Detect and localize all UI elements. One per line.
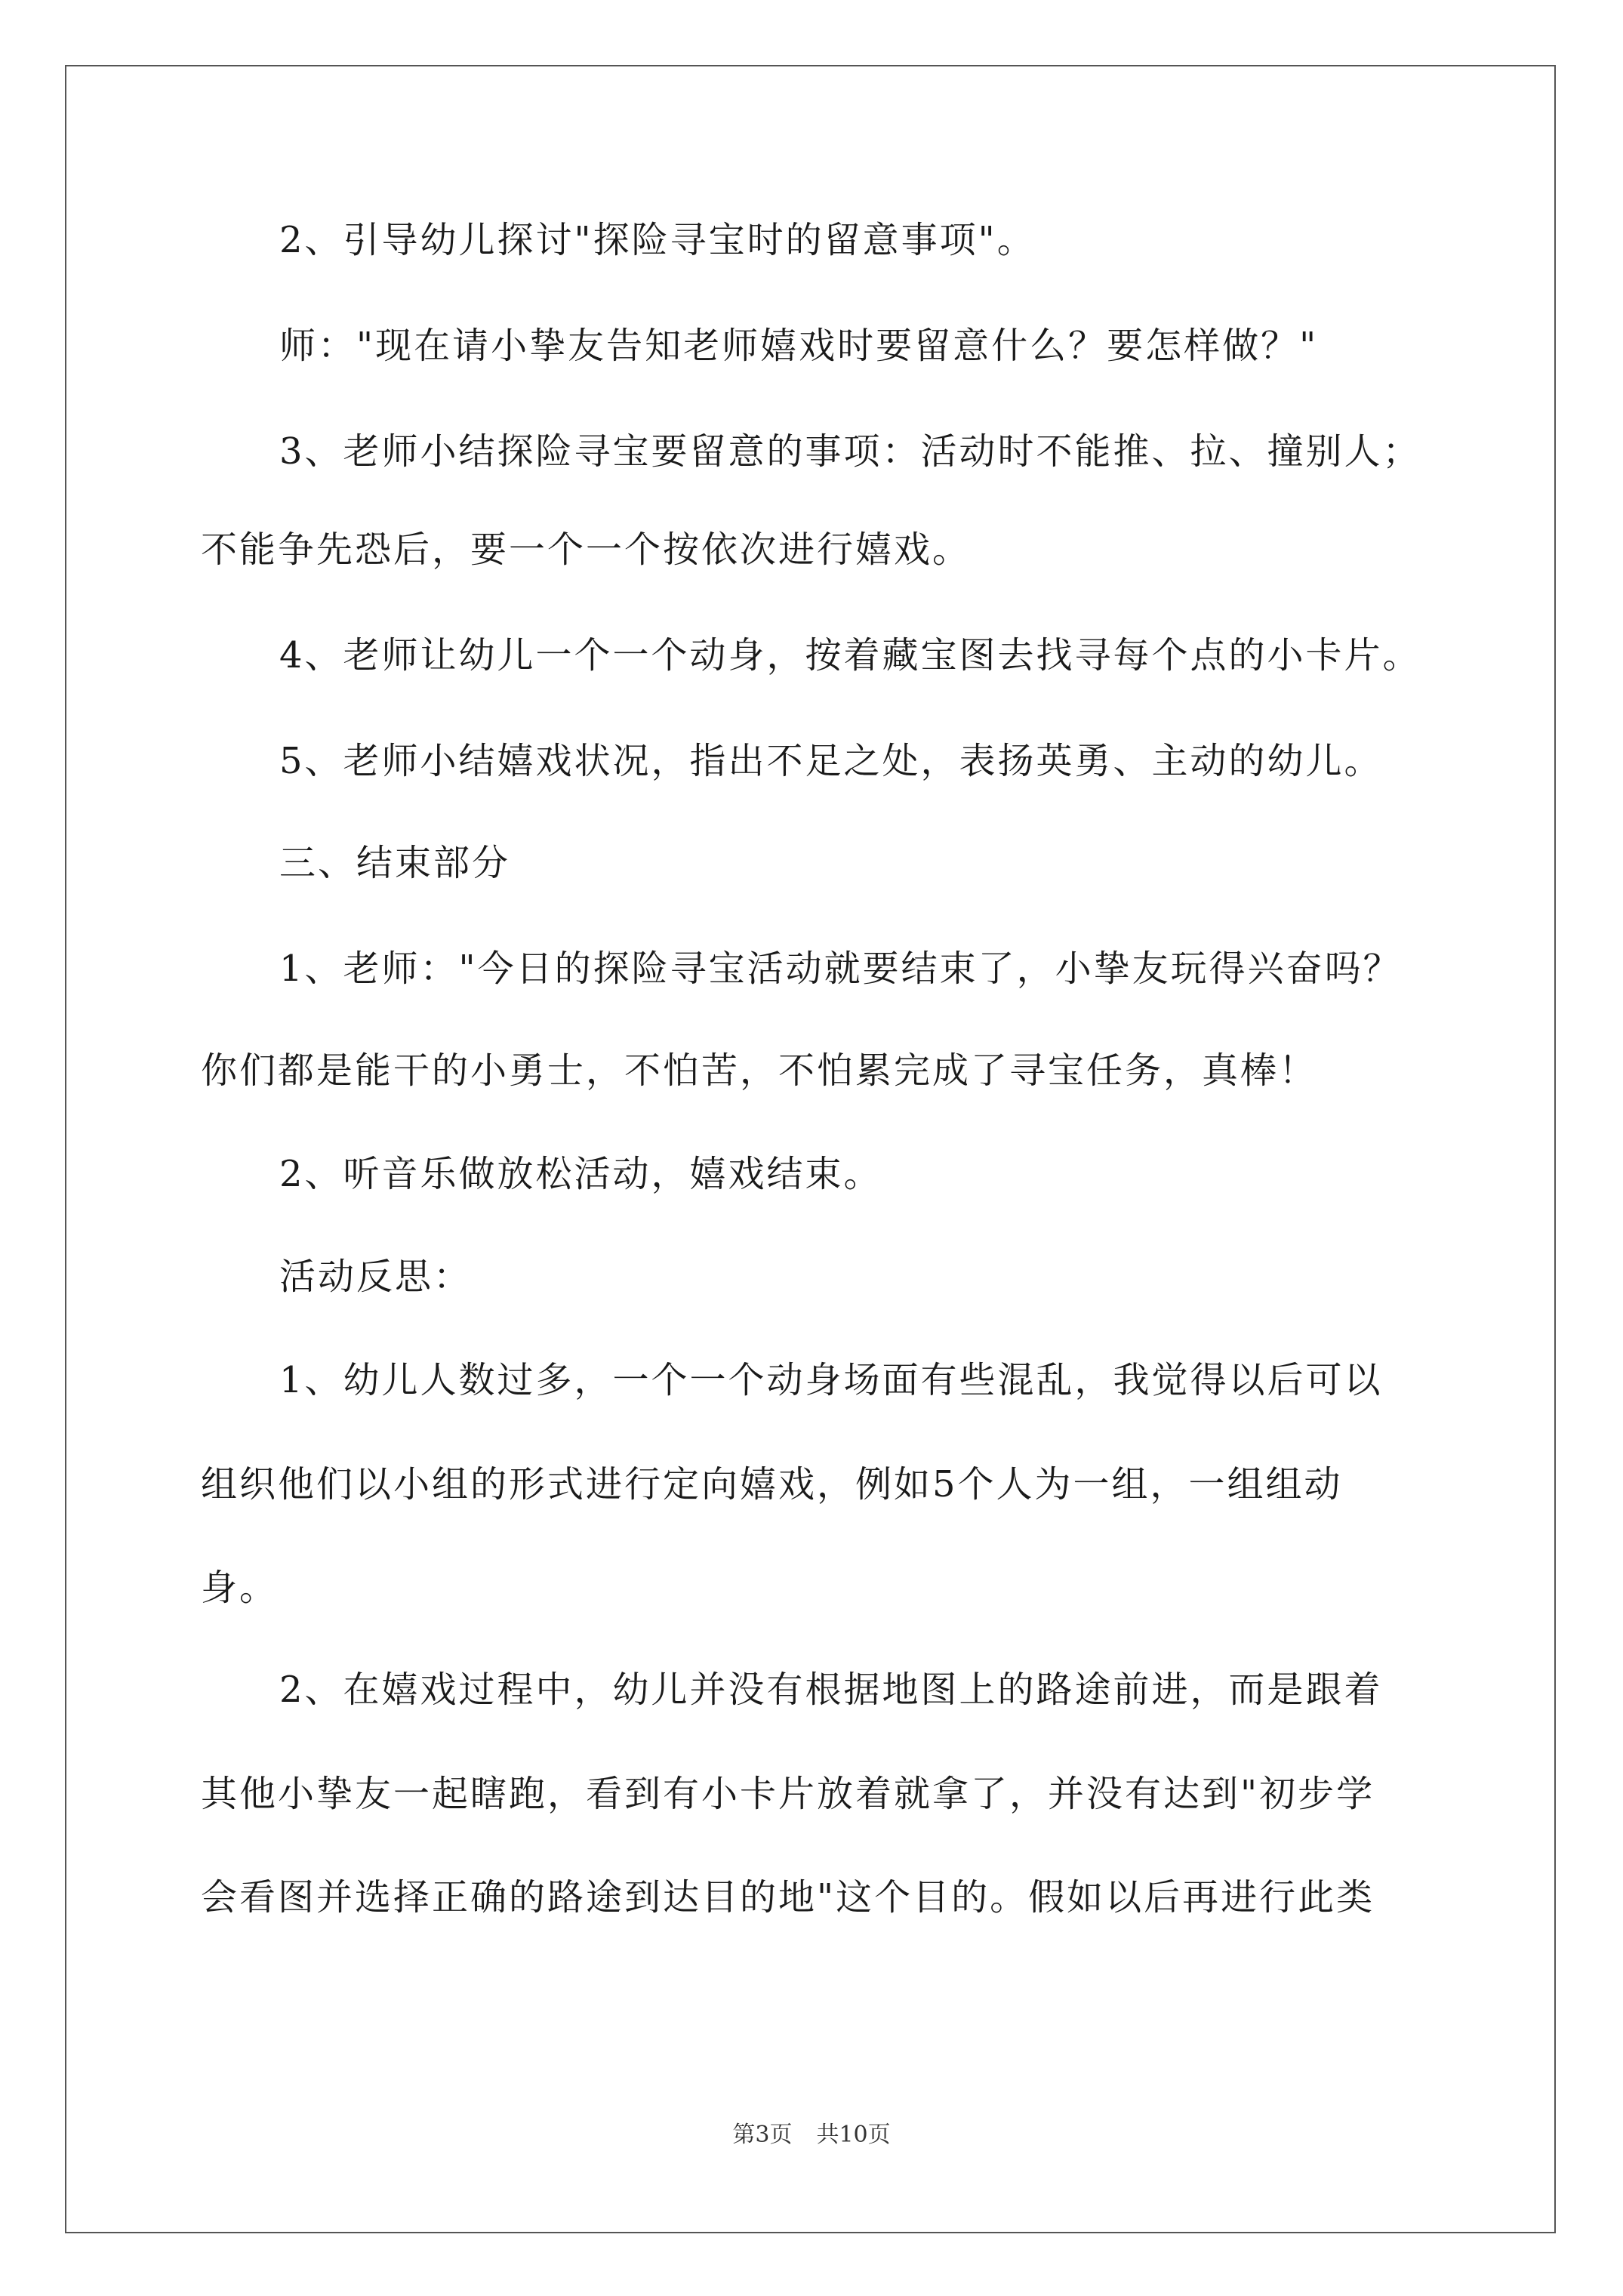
paragraph-line: 2、在嬉戏过程中，幼儿并没有根据地图上的路途前进，而是跟着 (279, 1669, 1383, 1711)
paragraph-line: 不能争先恐后，要一个一个按依次进行嬉戏。 (201, 529, 972, 571)
paragraph-line: 4、老师让幼儿一个一个动身，按着藏宝图去找寻每个点的小卡片。 (279, 634, 1421, 676)
paragraph-line: 你们都是能干的小勇士，不怕苦，不怕累完成了寻宝任务，真棒！ (201, 1049, 1318, 1092)
paragraph-line: 身。 (201, 1567, 279, 1609)
page-footer (0, 2120, 1623, 2150)
paragraph-line: 1、幼儿人数过多，一个一个动身场面有些混乱，我觉得以后可以 (279, 1359, 1383, 1401)
paragraph-line: 其他小挚友一起瞎跑，看到有小卡片放着就拿了，并没有达到"初步学 (201, 1773, 1375, 1815)
paragraph-line: 2、听音乐做放松活动，嬉戏结束。 (279, 1153, 882, 1195)
paragraph-line: 2、引导幼儿探讨"探险寻宝时的留意事项"。 (279, 219, 1036, 261)
paragraph-line: 3、老师小结探险寻宝要留意的事项：活动时不能推、拉、撞别人； (279, 430, 1421, 473)
section-heading: 活动反思： (279, 1256, 473, 1298)
paragraph-line: 组织他们以小组的形式进行定向嬉戏，例如5个人为一组，一组组动 (201, 1463, 1343, 1505)
page-total: 共10页 (816, 2122, 891, 2148)
paragraph-line: 1、老师："今日的探险寻宝活动就要结束了，小挚友玩得兴奋吗？ (279, 948, 1402, 990)
paragraph-line: 5、老师小结嬉戏状况，指出不足之处，表扬英勇、主动的幼儿。 (279, 740, 1383, 782)
paragraph-line: 会看图并选择正确的路途到达目的地"这个目的。假如以后再进行此类 (201, 1876, 1375, 1918)
paragraph-line: 师："现在请小挚友告知老师嬉戏时要留意什么？要怎样做？" (279, 325, 1319, 367)
page-number: 第3页 (732, 2122, 793, 2148)
section-heading: 三、结束部分 (279, 842, 511, 884)
